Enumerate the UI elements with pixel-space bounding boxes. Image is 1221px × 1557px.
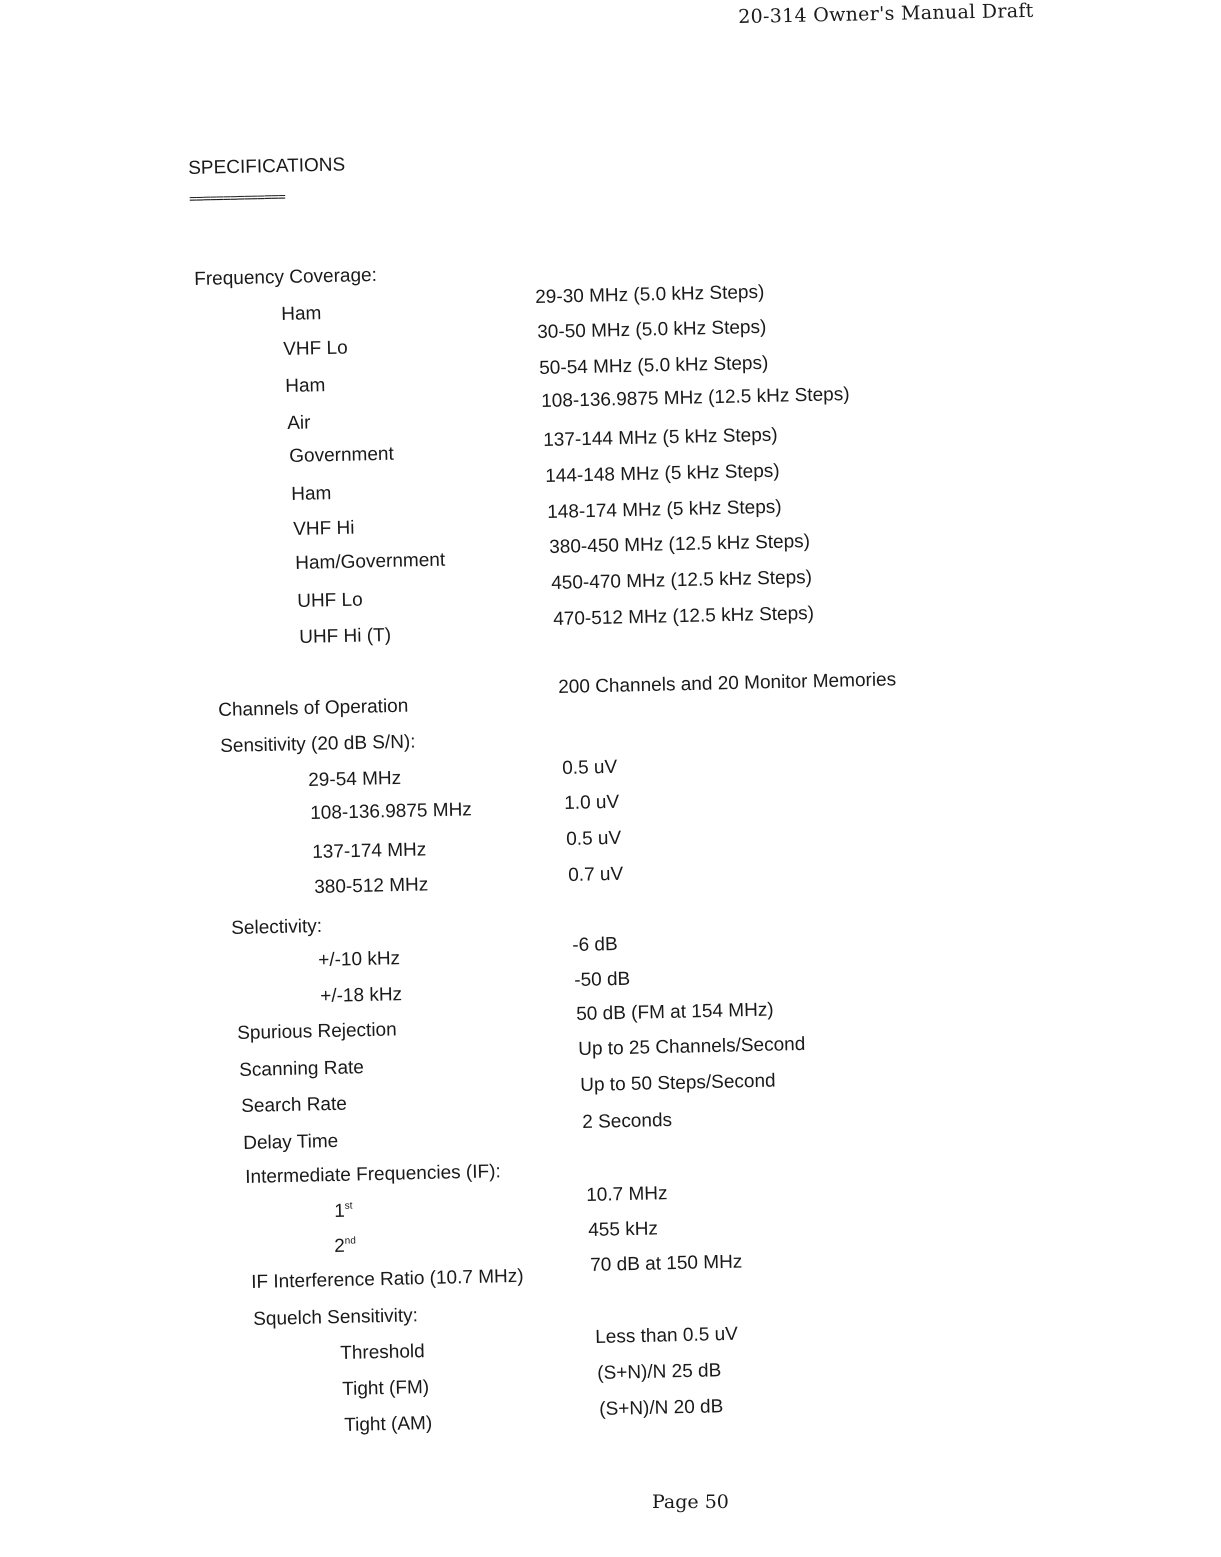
selectivity-value: -6 dB [572,933,618,956]
search-label: Search Rate [241,1093,348,1117]
squelch-mode: Threshold [340,1341,425,1364]
squelch-mode: Tight (AM) [344,1413,433,1436]
if-label: Intermediate Frequencies (IF): [245,1161,501,1188]
band-label: UHF Lo [297,589,363,612]
delay-label: Delay Time [243,1130,339,1154]
page-number: Page 50 [652,1491,729,1513]
search-value: Up to 50 Steps/Second [580,1070,776,1096]
band-label: Ham [285,375,326,397]
scanning-value: Up to 25 Channels/Second [578,1033,806,1060]
band-value: 29-30 MHz (5.0 kHz Steps) [535,281,765,308]
sensitivity-range: 108-136.9875 MHz [310,799,473,824]
band-value: 144-148 MHz (5 kHz Steps) [545,460,780,487]
scanning-label: Scanning Rate [239,1057,365,1081]
band-value: 30-50 MHz (5.0 kHz Steps) [537,316,767,343]
selectivity-range: +/-10 kHz [318,948,401,971]
if-item-2 [334,1236,356,1258]
band-value: 148-174 MHz (5 kHz Steps) [547,496,782,523]
if-value: 455 kHz [588,1218,659,1241]
channels-value: 200 Channels and 20 Monitor Memories [558,669,897,698]
squelch-label: Squelch Sensitivity: [253,1305,419,1330]
selectivity-label: Selectivity: [231,915,323,939]
channels-label: Channels of Operation [218,695,409,721]
sensitivity-range: 380-512 MHz [314,874,429,898]
band-label: Air [287,412,311,434]
band-value: 50-54 MHz (5.0 kHz Steps) [539,352,769,379]
frequency-coverage-label: Frequency Coverage: [194,264,378,290]
sensitivity-label: Sensitivity (20 dB S/N): [220,731,416,757]
sensitivity-range: 137-174 MHz [312,839,427,863]
if-ratio-label: IF Interference Ratio (10.7 MHz) [251,1265,524,1293]
if-number: 1 [334,1200,346,1222]
section-title: SPECIFICATIONS [188,154,346,179]
band-value: 380-450 MHz (12.5 kHz Steps) [549,531,811,558]
selectivity-range: +/-18 kHz [320,984,403,1007]
sensitivity-value: 0.7 uV [568,863,624,886]
squelch-value: (S+N)/N 25 dB [597,1360,722,1384]
if-number: 2 [334,1235,346,1257]
spurious-label: Spurious Rejection [237,1019,397,1044]
squelch-value: (S+N)/N 20 dB [599,1396,724,1420]
sensitivity-value: 0.5 uV [562,756,618,779]
band-label: Government [289,443,394,467]
squelch-mode: Tight (FM) [342,1377,430,1400]
band-label: UHF Hi (T) [299,624,392,648]
spurious-value: 50 dB (FM at 154 MHz) [576,999,774,1025]
band-value: 108-136.9875 MHz (12.5 kHz Steps) [541,384,850,412]
section-underline: ============== [189,189,285,207]
band-label: VHF Lo [283,337,348,360]
if-ratio-value: 70 dB at 150 MHz [590,1251,743,1276]
band-label: Ham [291,483,332,505]
if-value: 10.7 MHz [586,1183,668,1206]
if-ordinal: nd [344,1235,356,1247]
sensitivity-value: 1.0 uV [564,791,620,814]
if-ordinal: st [344,1200,353,1212]
if-item-1 [334,1201,353,1223]
band-label: Ham/Government [295,549,446,574]
band-value: 137-144 MHz (5 kHz Steps) [543,424,778,451]
selectivity-value: -50 dB [574,968,631,991]
band-value: 450-470 MHz (12.5 kHz Steps) [551,567,813,594]
band-label: VHF Hi [293,517,355,540]
sensitivity-range: 29-54 MHz [308,767,402,791]
header-title: 20-314 Owner's Manual Draft [738,0,1034,28]
band-label: Ham [281,303,322,325]
delay-value: 2 Seconds [582,1109,673,1133]
band-value: 470-512 MHz (12.5 kHz Steps) [553,603,815,630]
squelch-value: Less than 0.5 uV [595,1323,739,1348]
sensitivity-value: 0.5 uV [566,827,622,850]
